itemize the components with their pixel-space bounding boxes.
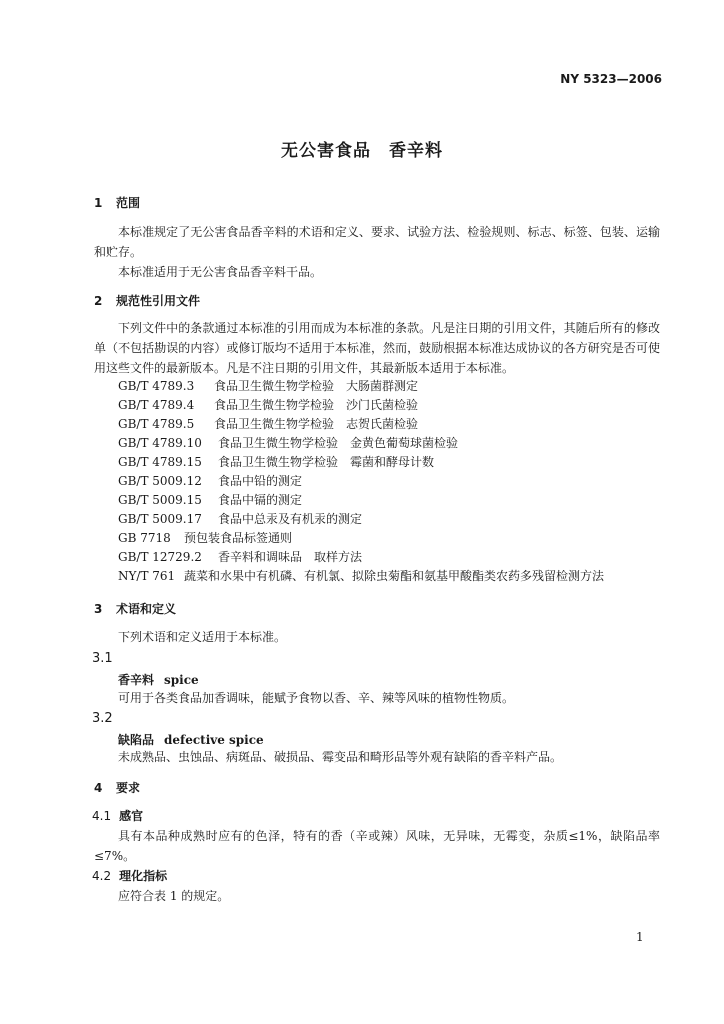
reference-item <box>118 472 302 489</box>
reference-code: GB/T 4789.4 <box>118 398 195 412</box>
subsection-4-2-text: 应符合表 1 的规定。 <box>118 889 230 903</box>
section-2-paragraph-1: 下列文件中的条款通过本标准的引用而成为本标准的条款。凡是注日期的引用文件，其随后所有的修改单（不包括勘误的内容）或修订版均不适用于本标准，然而，鼓励根据本标准达成协议的各方研究是否可使用这些文件的最新版本。凡是不注日期的引用文件，其最新版本适用于本标准。 <box>94 321 660 375</box>
title-part1: 无公害食品 <box>281 141 371 161</box>
reference-code: GB 7718 <box>118 531 171 545</box>
section-number: 2 <box>94 294 103 308</box>
reference-code: GB/T 4789.5 <box>118 417 195 431</box>
section-1-heading <box>94 194 140 211</box>
reference-item <box>118 491 302 508</box>
reference-code: GB/T 5009.17 <box>118 512 202 526</box>
reference-title: 食品卫生微生物学检验 大肠菌群测定 <box>214 379 419 393</box>
term-zh: 香辛料 <box>118 673 155 687</box>
reference-title: 蔬菜和水果中有机磷、有机氯、拟除虫菊酯和氨基甲酸酯类农药多残留检测方法 <box>184 569 605 583</box>
section-1-paragraph-2: 本标准适用于无公害食品香辛料干品。 <box>118 265 323 279</box>
section-2-heading <box>94 292 200 309</box>
reference-code: GB/T 4789.10 <box>118 436 202 450</box>
reference-item <box>118 396 418 413</box>
reference-title: 食品中镉的测定 <box>218 493 303 507</box>
section-title: 规范性引用文件 <box>116 294 201 308</box>
subsection-4-2-heading <box>92 867 167 884</box>
section-number: 1 <box>94 196 103 210</box>
reference-title: 食品中总汞及有机汞的测定 <box>218 512 363 526</box>
section-number: 4 <box>94 781 103 795</box>
subsection-title: 理化指标 <box>119 869 168 883</box>
document-title <box>0 136 724 161</box>
title-part2: 香辛料 <box>389 141 443 161</box>
reference-title: 食品卫生微生物学检验 金黄色葡萄球菌检验 <box>218 436 459 450</box>
term-zh: 缺陷品 <box>118 733 155 747</box>
term-en: defective spice <box>164 733 264 747</box>
section-4-heading <box>94 779 140 796</box>
standard-number: NY 5323—2006 <box>560 72 662 86</box>
page-number: 1 <box>636 930 644 944</box>
section-3-paragraph-1: 下列术语和定义适用于本标准。 <box>118 630 287 644</box>
section-title: 范围 <box>116 196 141 210</box>
subsection-number: 4.1 <box>92 809 112 823</box>
reference-code: GB/T 12729.2 <box>118 550 202 564</box>
term-3-1-definition: 可用于各类食品加香调味，能赋予食物以香、辛、辣等风味的植物性物质。 <box>118 691 515 705</box>
reference-title: 香辛料和调味品 取样方法 <box>218 550 363 564</box>
term-3-2-definition: 未成熟品、虫蚀品、病斑品、破损品、霉变品和畸形品等外观有缺陷的香辛料产品。 <box>118 750 563 764</box>
reference-title: 预包装食品标签通则 <box>184 531 293 545</box>
reference-title: 食品卫生微生物学检验 志贺氏菌检验 <box>214 417 419 431</box>
reference-item <box>118 548 362 565</box>
reference-item <box>118 377 418 394</box>
reference-item <box>118 529 292 546</box>
section-1-paragraph-1: 本标准规定了无公害食品香辛料的术语和定义、要求、试验方法、检验规则、标志、标签、包装、运输和贮存。 <box>94 225 660 259</box>
section-3-heading <box>94 600 176 617</box>
reference-title: 食品中铅的测定 <box>218 474 303 488</box>
reference-code: GB/T 5009.15 <box>118 493 202 507</box>
section-title: 术语和定义 <box>116 602 177 616</box>
term-3-1 <box>118 671 199 688</box>
reference-code: GB/T 4789.3 <box>118 379 195 393</box>
term-en: spice <box>164 673 199 687</box>
reference-title: 食品卫生微生物学检验 沙门氏菌检验 <box>214 398 419 412</box>
term-3-1-number: 3.1 <box>92 651 113 666</box>
reference-code: NY/T 761 <box>118 569 176 583</box>
term-3-2-number: 3.2 <box>92 711 113 726</box>
subsection-number: 4.2 <box>92 869 112 883</box>
reference-title: 食品卫生微生物学检验 霉菌和酵母计数 <box>218 455 435 469</box>
term-3-2 <box>118 731 264 748</box>
reference-item <box>118 415 418 432</box>
subsection-4-1-text: 具有本品种成熟时应有的色泽，特有的香（辛或辣）风味，无异味，无霉变，杂质≤1%，缺陷品率≤7%。 <box>94 829 660 863</box>
reference-code: GB/T 4789.15 <box>118 455 202 469</box>
reference-item <box>118 567 604 584</box>
reference-code: GB/T 5009.12 <box>118 474 202 488</box>
reference-item <box>118 510 362 527</box>
reference-item <box>118 453 434 470</box>
subsection-title: 感官 <box>119 809 144 823</box>
subsection-4-1-heading <box>92 807 143 824</box>
section-number: 3 <box>94 602 103 616</box>
section-title: 要求 <box>116 781 141 795</box>
reference-item <box>118 434 458 451</box>
